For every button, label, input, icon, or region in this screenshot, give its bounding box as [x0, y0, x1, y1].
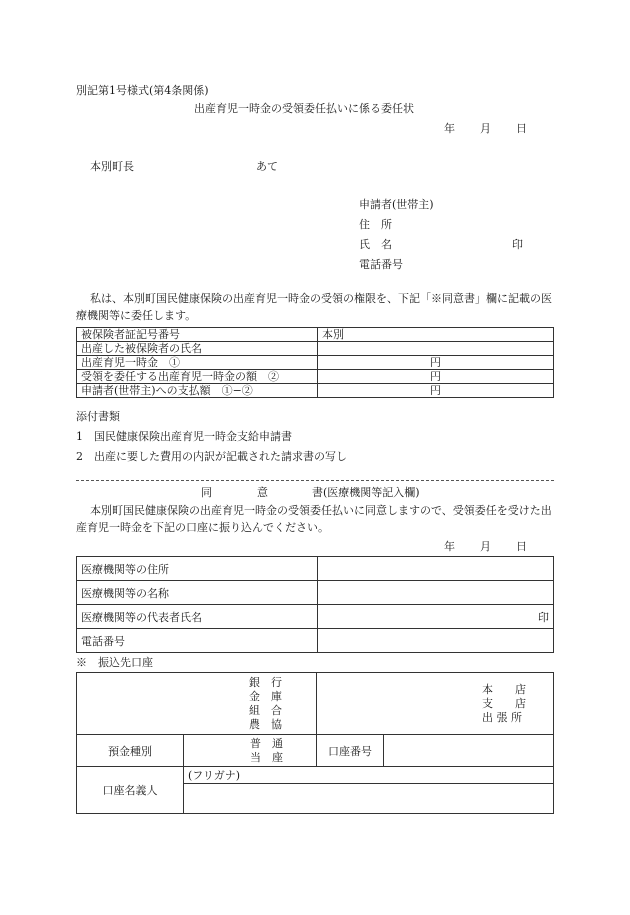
date-day-label: 日 [516, 122, 527, 135]
bank-type-bank: 銀 行 [249, 675, 282, 689]
account-number-value [384, 735, 554, 767]
branch-name-cell [317, 673, 554, 735]
bank-type-union: 組 合 [249, 703, 282, 717]
consent-title-char-1: 同 [201, 486, 212, 499]
consent-row [77, 605, 554, 629]
delegation-text: 私は、本別町国民健康保険の出産育児一時金の受領の権限を、下記「※同意書」欄に記載の医療機関等に委任します。 [76, 292, 552, 322]
date-month-label: 月 [480, 122, 491, 135]
consent-date-day-label: 日 [516, 540, 527, 553]
consent-text: 本別町国民健康保険の出産育児一時金の受領委任払いに同意しますので、受領委任を受けた出産育児一時金を下記の口座に振り込んでください。 [76, 504, 552, 534]
addressee-honorific: あて [256, 160, 278, 173]
delegation-row-label: 申請者(世帯主)への支払額 ①−② [77, 384, 318, 398]
date-year-label: 年 [444, 122, 455, 135]
delegation-row [77, 356, 554, 370]
consent-title-note: (医療機関等記入欄) [323, 486, 420, 499]
applicant-name-label: 氏 名 [359, 238, 392, 251]
form-number: 別記第1号様式(第4条関係) [76, 84, 209, 97]
delegation-row-value: 円 [318, 356, 554, 370]
consent-row-value [318, 629, 554, 653]
bank-type-agri: 農 協 [249, 717, 282, 731]
deposit-type-ordinary: 普 通 [250, 736, 283, 750]
bank-type-shinkin: 金 庫 [249, 689, 282, 703]
furigana-label: (フリガナ) [184, 767, 554, 784]
applicant-seal-mark: 印 [512, 238, 523, 251]
consent-row-value [318, 581, 554, 605]
delegation-row-value [318, 342, 554, 356]
deposit-type-current: 当 座 [250, 750, 283, 764]
bank-name-cell [77, 673, 317, 735]
consent-title-char-2: 意 [257, 486, 268, 499]
consent-table [76, 556, 554, 653]
account-number-label: 口座番号 [317, 735, 384, 767]
addressee-name: 本別町長 [90, 160, 134, 173]
attachment-item-1: 1 国民健康保険出産育児一時金支給申請書 [76, 430, 292, 443]
account-table [76, 672, 554, 814]
attachments-heading: 添付書類 [76, 410, 120, 423]
consent-title-char-3: 書 [312, 486, 323, 499]
consent-row-label: 医療機関等の名称 [77, 581, 318, 605]
consent-date-year-label: 年 [444, 540, 455, 553]
document-title: 出産育児一時金の受領委任払いに係る委任状 [194, 102, 414, 115]
account-holder-value [184, 784, 554, 814]
consent-row-label: 電話番号 [77, 629, 318, 653]
consent-row-value [318, 557, 554, 581]
delegation-row [77, 384, 554, 398]
applicant-phone-label: 電話番号 [359, 258, 403, 271]
delegation-row [77, 342, 554, 356]
cut-line-divider [76, 480, 554, 481]
delegation-row-label: 受領を委任する出産育児一時金の額 ② [77, 370, 318, 384]
applicant-label: 申請者(世帯主) [359, 198, 434, 211]
delegation-row [77, 328, 554, 342]
deposit-type-label: 預金種別 [77, 735, 184, 767]
delegation-table [76, 327, 554, 398]
consent-row [77, 557, 554, 581]
consent-row-label: 医療機関等の住所 [77, 557, 318, 581]
consent-row [77, 629, 554, 653]
delegation-row-value: 円 [318, 370, 554, 384]
consent-date-month-label: 月 [480, 540, 491, 553]
branch-type-office: 出 張 所 [482, 710, 522, 724]
delegation-row [77, 370, 554, 384]
delegation-row-label: 被保険者証記号番号 [77, 328, 318, 342]
deposit-type-cell [184, 735, 317, 767]
account-holder-label: 口座名義人 [77, 767, 184, 814]
consent-row [77, 581, 554, 605]
delegation-row-value: 本別 [318, 328, 554, 342]
branch-type-branch: 支 店 [482, 696, 526, 710]
branch-type-main: 本 店 [482, 682, 526, 696]
delegation-row-label: 出産した被保険者の氏名 [77, 342, 318, 356]
attachment-item-2: 2 出産に要した費用の内訳が記載された請求書の写し [76, 450, 347, 463]
applicant-address-label: 住 所 [359, 218, 392, 231]
account-heading: ※ 振込先口座 [76, 656, 153, 669]
consent-row-label: 医療機関等の代表者氏名 [77, 605, 318, 629]
delegation-row-label: 出産育児一時金 ① [77, 356, 318, 370]
delegation-row-value: 円 [318, 384, 554, 398]
consent-row-value: 印 [318, 605, 554, 629]
